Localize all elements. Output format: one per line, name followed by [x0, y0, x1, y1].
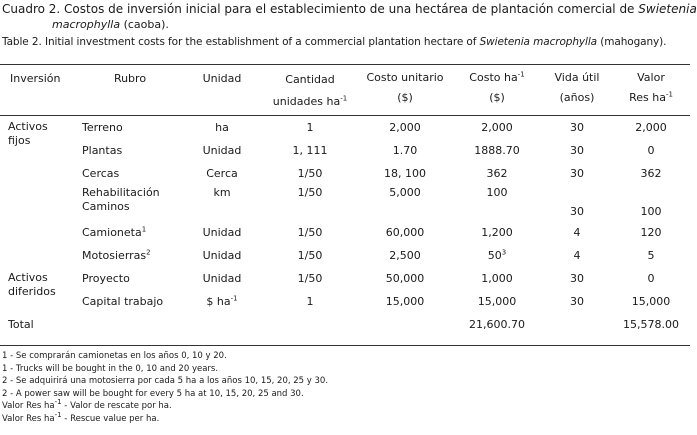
cell-cantidad: 1/50	[297, 167, 323, 180]
cell-vida-util: 4	[573, 226, 581, 239]
cell-cantidad: 1/50	[297, 272, 323, 285]
footnote-valor-res-en: Valor Res $ha^{-1}$ - Rescue value per ha.	[2, 410, 160, 424]
cell-cantidad: 1/50	[297, 249, 323, 262]
cell-rubro: Terreno	[82, 120, 123, 134]
footnote-valor-res-es: Valor Res $ha^{-1}$ - Valor de rescate por ha.	[2, 398, 172, 411]
cell-unidad: Unidad	[202, 226, 242, 239]
header-vida-util: Vida útil (años)	[554, 71, 600, 104]
caption-es-text: Cuadro 2. Costos de inversión inicial para el establecimiento de una hectárea de plantación comercial de	[2, 2, 639, 16]
cell-costo-unitario: 60,000	[385, 226, 425, 239]
cell-vida-util: 4	[573, 249, 581, 262]
table-header-row	[0, 66, 690, 116]
cell-unidad: km	[213, 186, 231, 199]
cell-unidad: Cerca	[206, 167, 238, 180]
cell-costo-unitario: 2,000	[389, 121, 421, 134]
total-label: Total	[8, 317, 34, 331]
cell-unidad: ha	[215, 121, 229, 134]
caption-en-species: Swietenia macrophylla	[479, 36, 598, 48]
cell-vida-util: 30	[570, 205, 584, 218]
cell-unidad: Unidad	[202, 272, 242, 285]
cell-unidad: Unidad	[202, 144, 242, 157]
cell-unidad: $ $ha^{-1}$	[206, 294, 238, 308]
cell-valor-res: 362	[640, 167, 662, 180]
footnote-2-es: 2 - Se adquirirá una motosierra por cada 5 ha a los años 10, 15, 20, 25 y 30.	[2, 376, 329, 386]
cell-rubro: Cercas	[82, 166, 120, 180]
caption-spanish	[2, 3, 697, 16]
cell-rubro: Capital trabajo	[82, 294, 164, 308]
cell-costo-ha: 362	[486, 167, 508, 180]
cell-costo-unitario: 2,500	[389, 249, 421, 262]
cell-costo-unitario: 5,000	[389, 186, 421, 199]
cell-vida-util: 30	[570, 144, 584, 157]
header-costo-ha: Costo $ha^{-1}$ ($)	[469, 70, 525, 104]
cell-valor-res: 2,000	[635, 121, 667, 134]
header-costo-unitario: Costo unitario ($)	[366, 71, 444, 104]
group-activos-diferidos: Activos diferidos	[8, 271, 56, 298]
cell-valor-res: 5	[647, 249, 655, 262]
total-costo-ha: 21,600.70	[469, 318, 525, 331]
table-row	[0, 244, 690, 267]
table-row	[0, 116, 690, 139]
cell-costo-ha: 2,000	[481, 121, 513, 134]
caption-es-species: Swietenia	[638, 2, 697, 16]
cell-rubro: Rehabilitación Caminos	[82, 186, 160, 213]
header-valor-res: Valor Res $ha^{-1}$	[629, 71, 673, 104]
table-row	[0, 267, 690, 290]
table-row	[0, 139, 690, 162]
cell-valor-res: 0	[647, 144, 655, 157]
cell-costo-ha: 100	[486, 186, 508, 199]
caption-es-common: (caoba).	[120, 18, 169, 31]
header-inversion: Inversión	[10, 72, 61, 85]
cell-vida-util: 30	[570, 295, 584, 308]
cell-costo-unitario: 18, 100	[384, 167, 426, 180]
cell-rubro: Motosierras$^2$	[82, 247, 151, 262]
total-row	[0, 313, 690, 336]
footnote-1-en: 1 - Trucks will be bought in the 0, 10 and 20 years.	[2, 363, 219, 374]
table-bottom-rule	[0, 345, 690, 346]
cell-valor-res: 15,000	[631, 295, 671, 308]
cell-costo-ha: $50^3$	[487, 248, 507, 262]
table-row	[0, 290, 690, 313]
footnote-1-es: 1 - Se comprarán camionetas en los años 0, 10 y 20.	[2, 351, 227, 361]
header-cantidad: Cantidad unidades $ha^{-1}$	[272, 73, 348, 108]
cell-valor-res: 100	[640, 205, 662, 218]
cell-vida-util: 30	[570, 272, 584, 285]
table-row	[0, 162, 690, 185]
cell-rubro: Proyecto	[82, 271, 130, 285]
cell-costo-unitario: 1.70	[392, 144, 418, 157]
cell-cantidad: 1	[306, 121, 314, 134]
cell-vida-util: 30	[570, 121, 584, 134]
caption-english	[2, 36, 666, 49]
cell-valor-res: 0	[647, 272, 655, 285]
table-row	[0, 185, 690, 221]
cell-cantidad: 1	[306, 295, 314, 308]
cell-costo-unitario: 50,000	[385, 272, 425, 285]
table-footnotes	[2, 350, 328, 425]
table-row	[0, 221, 690, 244]
investment-table	[0, 66, 690, 336]
header-unidad: Unidad	[202, 72, 242, 85]
cell-costo-ha: 1,200	[481, 226, 513, 239]
cell-costo-ha: 1,000	[481, 272, 513, 285]
cell-costo-ha: 15,000	[477, 295, 517, 308]
caption-es-species2: macrophylla	[52, 18, 121, 31]
total-valor-res: 15,578.00	[623, 318, 679, 331]
cell-unidad: Unidad	[202, 249, 242, 262]
cell-vida-util: 30	[570, 167, 584, 180]
header-rubro: Rubro	[113, 72, 147, 85]
cell-cantidad: 1/50	[297, 186, 323, 199]
cell-costo-ha: 1888.70	[474, 144, 520, 157]
caption-spanish-line2	[52, 18, 169, 31]
caption-en-text: Table 2. Initial investment costs for the establishment of a commercial plantation hectare of	[2, 36, 480, 48]
table-top-rule	[0, 64, 690, 65]
footnote-2-en: 2 - A power saw will be bought for every 5 ha at 10, 15, 20, 25 and 30.	[2, 388, 304, 399]
cell-cantidad: 1, 111	[292, 144, 328, 157]
cell-costo-unitario: 15,000	[385, 295, 425, 308]
group-activos-fijos: Activos fijos	[8, 120, 48, 147]
cell-rubro: Camioneta$^1$	[82, 224, 147, 239]
cell-cantidad: 1/50	[297, 226, 323, 239]
cell-valor-res: 120	[640, 226, 662, 239]
cell-rubro: Plantas	[82, 143, 123, 157]
caption-en-common: (mahogany).	[597, 36, 667, 48]
